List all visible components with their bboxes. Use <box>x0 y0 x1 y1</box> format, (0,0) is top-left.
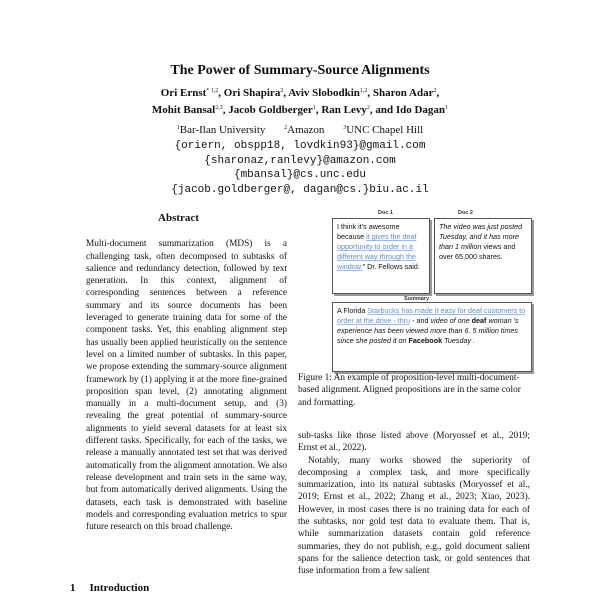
summary-bold-word: Facebook <box>406 336 445 345</box>
author-name: Jacob Goldberger <box>228 104 313 116</box>
left-column <box>70 212 287 533</box>
affiliation-sup: 1 <box>176 125 180 131</box>
author-name: Sharon Adar <box>372 87 434 99</box>
author-name: Ori Shapira <box>223 87 281 99</box>
abstract-text: Multi-document summarization (MDS) is a challenging task, often decomposed to subtasks of salience and redundancy detection, followed by text generation. In this context, alignment of corresponding sentences between a reference summary and its source documents has been leveraged to generate training data for some of the component tasks. Yet, this enabling alignment step has usually been applied heuristically on the sentence level on a limited number of subtasks. In this paper, we propose extending the summary-source alignment framework by (1) applying it at the more fine-grained proposition span level, (2) annotating alignment manually in a multi-document setup, and (3) revealing the great potential of summary-source alignments to yield several datasets for at least six different tasks. Specifically, for each of the tasks, we release a manually annotated test set that was derived automatically from the alignment annotation. We also release development and train sets in the same way, but from automatically derived alignments. Using the datasets, each task is demonstrated with baseline models and corresponding evaluation metrics to spur future research on this broad challenge. <box>86 239 287 533</box>
author-affil-sup: 1,2 <box>359 88 368 94</box>
doc2-label: Doc 2 <box>458 210 473 216</box>
author-affil-sup: 2 <box>280 88 284 94</box>
affiliation-name: UNC Chapel Hill <box>346 124 424 136</box>
summary-bold-word: deaf <box>469 316 489 325</box>
author-list <box>60 84 540 118</box>
email-line: {oriern, obspp18, lovdkin93}@gmail.com <box>174 140 426 152</box>
author-affil-sup: 2 <box>433 88 437 94</box>
figure-caption: Figure 1: An example of proposition-level multi-document-based alignment. Aligned propositions are in the same color and formatting. <box>298 373 521 408</box>
doc2-text: views and over 65,000 shares. <box>439 242 516 261</box>
email-block <box>0 139 600 197</box>
author-affil-sup: * 1,2 <box>206 88 219 94</box>
author-name: Ran Levy <box>321 104 367 116</box>
affiliation-sup: 3 <box>343 125 347 131</box>
body-paragraph: sub-tasks like those listed above (Moryossef et al., 2019; Ernst et al., 2022). <box>298 431 530 454</box>
doc1-text: I think it's awesome because <box>337 222 400 241</box>
doc2-aligned-span: The video was just posted Tuesday, and it has more than 1 million <box>439 222 523 251</box>
summary-box <box>332 302 532 372</box>
author-name: Ori Ernst <box>160 87 207 99</box>
affiliation-name: Amazon <box>287 124 325 136</box>
paper-title: The Power of Summary-Source Alignments <box>170 63 430 78</box>
author-line-1: Ori Ernst$^{* 1,2}$, Ori Shapira$^2$, Aviv Slobodkin$^{1,2}$, Sharon Adar$^2$, <box>160 87 440 99</box>
affiliation-name: Bar-Ilan University <box>179 124 266 136</box>
summary-aligned-span-3: woman 's experience has been viewed more than 6. 5 million times since she posted it on <box>337 316 519 345</box>
section-heading <box>70 582 149 594</box>
section-number: 1 <box>70 582 76 594</box>
author-affil-sup: 1 <box>312 105 316 111</box>
author-affil-sup: 2,3 <box>215 105 223 111</box>
doc2-box <box>434 218 532 294</box>
summary-label: Summary <box>404 296 430 302</box>
author-name: Mohit Bansal <box>151 104 216 116</box>
email-line: {jacob.goldberger@, dagan@cs.}biu.ac.il <box>171 183 429 196</box>
abstract-heading: Abstract <box>158 212 199 224</box>
summary-aligned-span-4: Tuesday . <box>444 336 476 345</box>
section-title: Introduction <box>89 582 150 594</box>
right-column <box>298 430 530 578</box>
affiliations <box>0 124 600 136</box>
author-name: Aviv Slobodkin <box>288 87 360 99</box>
author-name: and Ido Dagan <box>375 104 446 116</box>
email-line: {mbansal}@cs.unc.edu <box>233 169 367 181</box>
doc1-label: Doc 1 <box>378 210 393 216</box>
summary-text: A Florida <box>337 306 368 315</box>
doc1-aligned-span: it gives the deaf opportunity to order in a different way through the window. <box>337 232 417 271</box>
email-line: {sharonaz,ranlevy}@amazon.com <box>204 154 396 167</box>
affiliation <box>343 124 423 136</box>
summary-aligned-span-1: Starbucks has made it easy for deaf customers to order at the drive - thru <box>337 306 526 325</box>
summary-aligned-span-2: video of one <box>430 316 470 325</box>
author-affil-sup: 1 <box>445 105 449 111</box>
author-affil-sup: 2 <box>366 105 370 111</box>
doc1-box <box>332 218 430 294</box>
doc1-text-end: " Dr. Fellows said. <box>362 262 420 271</box>
affiliation <box>284 124 324 136</box>
body-paragraph: Notably, many works showed the superiority of decomposing a complex task, and more specifically summarization, into its natural subtasks (Moryossef et al., 2019; Ernst et al., 2022; Zhang et al., 2023; Xiao, 2023). However, in most cases there is no training data for each of the subtasks, nor gold test data to evaluate them. That is, while summarization datasets contain gold reference summaries, they do not publish, e.g., gold document salient spans for the salience detection task, or gold sentences that fuse information from a few salient <box>298 455 530 577</box>
summary-text: - and <box>410 316 431 325</box>
author-line-2: Mohit Bansal$^{2,3}$, Jacob Goldberger$^1$, Ran Levy$^2$, and Ido Dagan$^1$ <box>151 104 449 116</box>
affiliation <box>177 124 266 136</box>
affiliation-sup: 2 <box>284 125 288 131</box>
